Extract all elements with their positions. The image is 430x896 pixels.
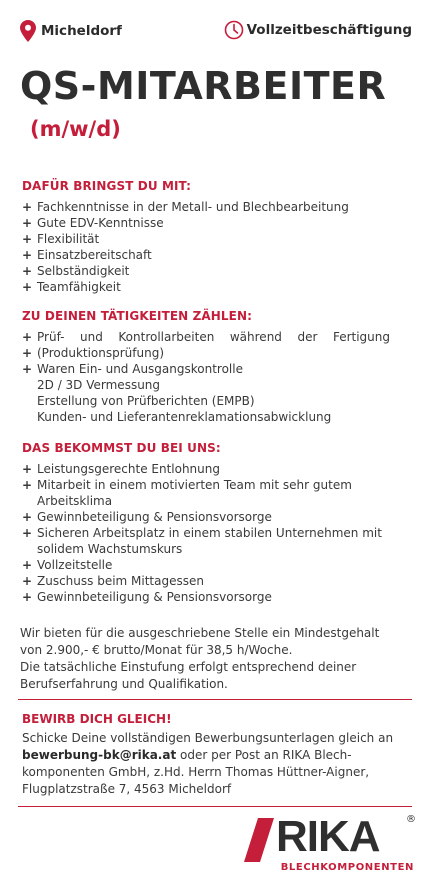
list-item: + Flexibilität [22, 231, 390, 247]
list-item: + (Produktionsprüfung) [22, 345, 390, 361]
apply-text [22, 730, 412, 798]
list-item-continued: Kunden- und Lieferantenreklamationsabwicklung [37, 410, 332, 424]
salary-line: Berufserfahrung und Qualifikation. [20, 677, 228, 691]
apply-intro: Schicke Deine vollständigen Bewerbungsunterlagen gleich an [22, 731, 394, 745]
logo-subtitle: BLECHKOMPONENTEN [280, 862, 414, 873]
location-text: Micheldorf [41, 23, 122, 39]
list-item-continued: 2D / 3D Vermessung [37, 378, 161, 392]
section-requirements [22, 179, 390, 295]
header-bar [20, 20, 412, 44]
section-heading: DAFÜR BRINGST DU MIT: [22, 179, 192, 193]
list-item: + Vollzeitstelle [22, 557, 390, 573]
list-item: + Sicheren Arbeitsplatz in einem stabilen Unternehmen mit solidem Wachstumskurs [22, 525, 390, 557]
list-item: + Einsatzbereitschaft [22, 247, 390, 263]
list-item: + Teamfähigkeit [22, 279, 390, 295]
salary-paragraph [20, 625, 414, 693]
divider [18, 806, 412, 807]
section-heading: ZU DEINEN TÄTIGKEITEN ZÄHLEN: [22, 309, 252, 323]
list-item: + Gewinnbeteiligung & Pensionsvorsorge [22, 509, 390, 525]
registered-mark: ® [406, 814, 416, 825]
list-item: + Waren Ein- und Ausgangskontrolle [22, 361, 390, 377]
clock-icon [224, 20, 244, 40]
salary-line: Wir bieten für die ausgeschriebene Stelle ein Mindestgehalt [20, 626, 380, 640]
employment-text: Vollzeitbeschäftigung [246, 22, 412, 38]
benefits-list [22, 461, 390, 605]
tasks-list [22, 329, 390, 425]
salary-line: von 2.900,- € brutto/Monat für 38,5 h/Woche. [20, 643, 293, 657]
salary-line: Die tatsächliche Einstufung erfolgt entsprechend deiner [20, 660, 357, 674]
section-heading: DAS BEKOMMST DU BEI UNS: [22, 441, 221, 455]
apply-email-link[interactable]: bewerbung-bk@rika.at [22, 748, 177, 762]
list-item: + Fachkenntnisse in der Metall- und Blechbearbeitung [22, 199, 390, 215]
logo-word: RIKA [276, 812, 380, 861]
job-title: QS-MITARBEITER [20, 64, 387, 108]
list-item-continued: Erstellung von Prüfberichten (EMPB) [37, 394, 255, 408]
list-item: + Mitarbeit in einem motivierten Team mit sehr gutem Arbeitsklima [22, 477, 390, 509]
job-subtitle: (m/w/d) [30, 117, 121, 141]
apply-address: oder per Post an RIKA Blech-komponenten GmbH, z.Hd. Herrn Thomas Hüttner-Aigner, Flugplatzstraße 7, 4563 Micheldorf [22, 748, 370, 796]
list-item: + Zuschuss beim Mittagessen [22, 573, 390, 589]
map-pin-icon [20, 20, 36, 42]
location [20, 20, 122, 42]
company-logo [244, 814, 414, 884]
requirements-list [22, 199, 390, 295]
employment-type [224, 20, 412, 40]
list-item: + Gute EDV-Kenntnisse [22, 215, 390, 231]
divider [18, 699, 412, 700]
list-item: + Gewinnbeteiligung & Pensionsvorsorge [22, 589, 390, 605]
section-tasks [22, 309, 390, 425]
apply-heading: BEWIRB DICH GLEICH! [22, 712, 172, 726]
list-item: + Prüf- und Kontrollarbeiten während der Fertigung [22, 329, 390, 345]
list-item: + Selbständigkeit [22, 263, 390, 279]
section-benefits [22, 441, 390, 605]
list-item: + Leistungsgerechte Entlohnung [22, 461, 390, 477]
